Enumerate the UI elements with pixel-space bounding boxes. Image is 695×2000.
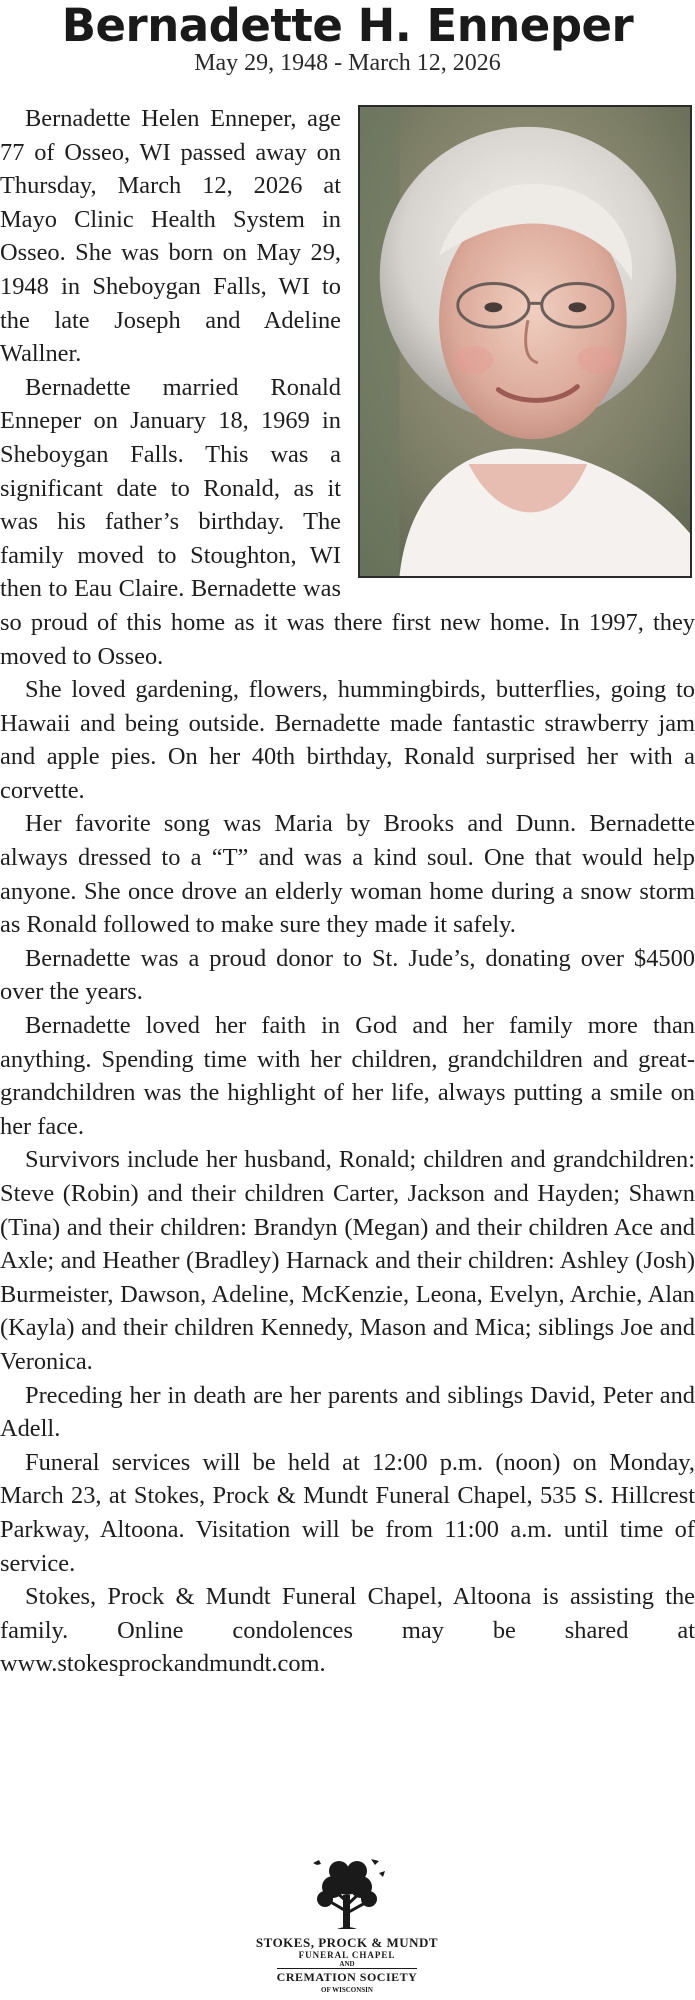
paragraph-condolences: Stokes, Prock & Mundt Funeral Chapel, Altoona is assisting the family. Online condolences may be shared at www.stokesprockandmundt.com.	[0, 1583, 695, 1678]
tree-with-birds-icon	[307, 1855, 387, 1933]
paragraph-preceded: Preceding her in death are her parents and siblings David, Peter and Adell.	[0, 1381, 695, 1443]
paragraph-marriage: Bernadette married Ronald Enneper on January 18, 1969 in Sheboygan Falls. This was a significant date to Ronald, as it was his father’s birthday. The family moved to Stoughton, WI then to Eau Claire. Bernadette was so proud of this home as it was there first new home. In 1997, they moved to Osseo.	[0, 373, 695, 670]
paragraph-services: Funeral services will be held at 12:00 p.m. (noon) on Monday, March 23, at Stokes, Prock & Mundt Funeral Chapel, 535 S. Hillcrest Parkway, Altoona. Visitation will be from 11:00 a.m. until time of service.	[0, 1448, 695, 1577]
obituary-body	[0, 102, 695, 1681]
logo-and: AND	[339, 1960, 355, 1968]
paragraph-hobbies: She loved gardening, flowers, hummingbirds, butterflies, going to Hawaii and being outside. Bernadette made fantastic strawberry jam and apple pies. On her 40th birthday, Ronald surprised her with a corvette.	[0, 676, 695, 804]
paragraph-favorite-song: Her favorite song was Maria by Brooks and Dunn. Bernadette always dressed to a “T” and was a kind soul. One that would help anyone. She once drove an elderly woman home during a snow storm as Ronald followed to make sure they made it safely.	[0, 810, 695, 939]
paragraph-faith: Bernadette loved her faith in God and her family more than anything. Spending time with her children, grandchildren and great-grandchildren was the highlight of her life, always putting a smile on her face.	[0, 1012, 695, 1140]
life-dates: May 29, 1948 - March 12, 2026	[194, 50, 501, 76]
funeral-home-logo	[247, 1855, 447, 2000]
logo-subtitle: FUNERAL CHAPEL	[298, 1950, 396, 1960]
obituary-name: Bernadette H. Enneper	[61, 0, 634, 52]
paragraph-donor: Bernadette was a proud donor to St. Jude’s, donating over $4500 over the years.	[0, 944, 695, 1006]
logo-name: STOKES, PROCK & MUNDT	[255, 1935, 439, 1950]
paragraph-survivors: Survivors include her husband, Ronald; children and grandchildren: Steve (Robin) and their children Carter, Jackson and Hayden; Shawn (Tina) and their children: Brandyn (Megan) and their children Ace and Axle; and Heather (Bradley) Harnack and their children: Ashley (Josh) Burmeister, Dawson, Adeline, McKenzie, Leona, Evelyn, Archie, Alan (Kayla) and their children Kennedy, Mason and Mica; siblings Joe and Veronica.	[0, 1146, 695, 1375]
paragraph-intro: Bernadette Helen Enneper, age 77 of Osseo, WI passed away on Thursday, March 12, 2026 at Mayo Clinic Health System in Osseo. She was born on May 29, 1948 in Sheboygan Falls, WI to the late Joseph and Adeline Wallner.	[0, 105, 341, 368]
logo-state: OF WISCONSIN	[321, 1986, 373, 1994]
logo-cremation: CREMATION SOCIETY	[276, 1970, 418, 1984]
